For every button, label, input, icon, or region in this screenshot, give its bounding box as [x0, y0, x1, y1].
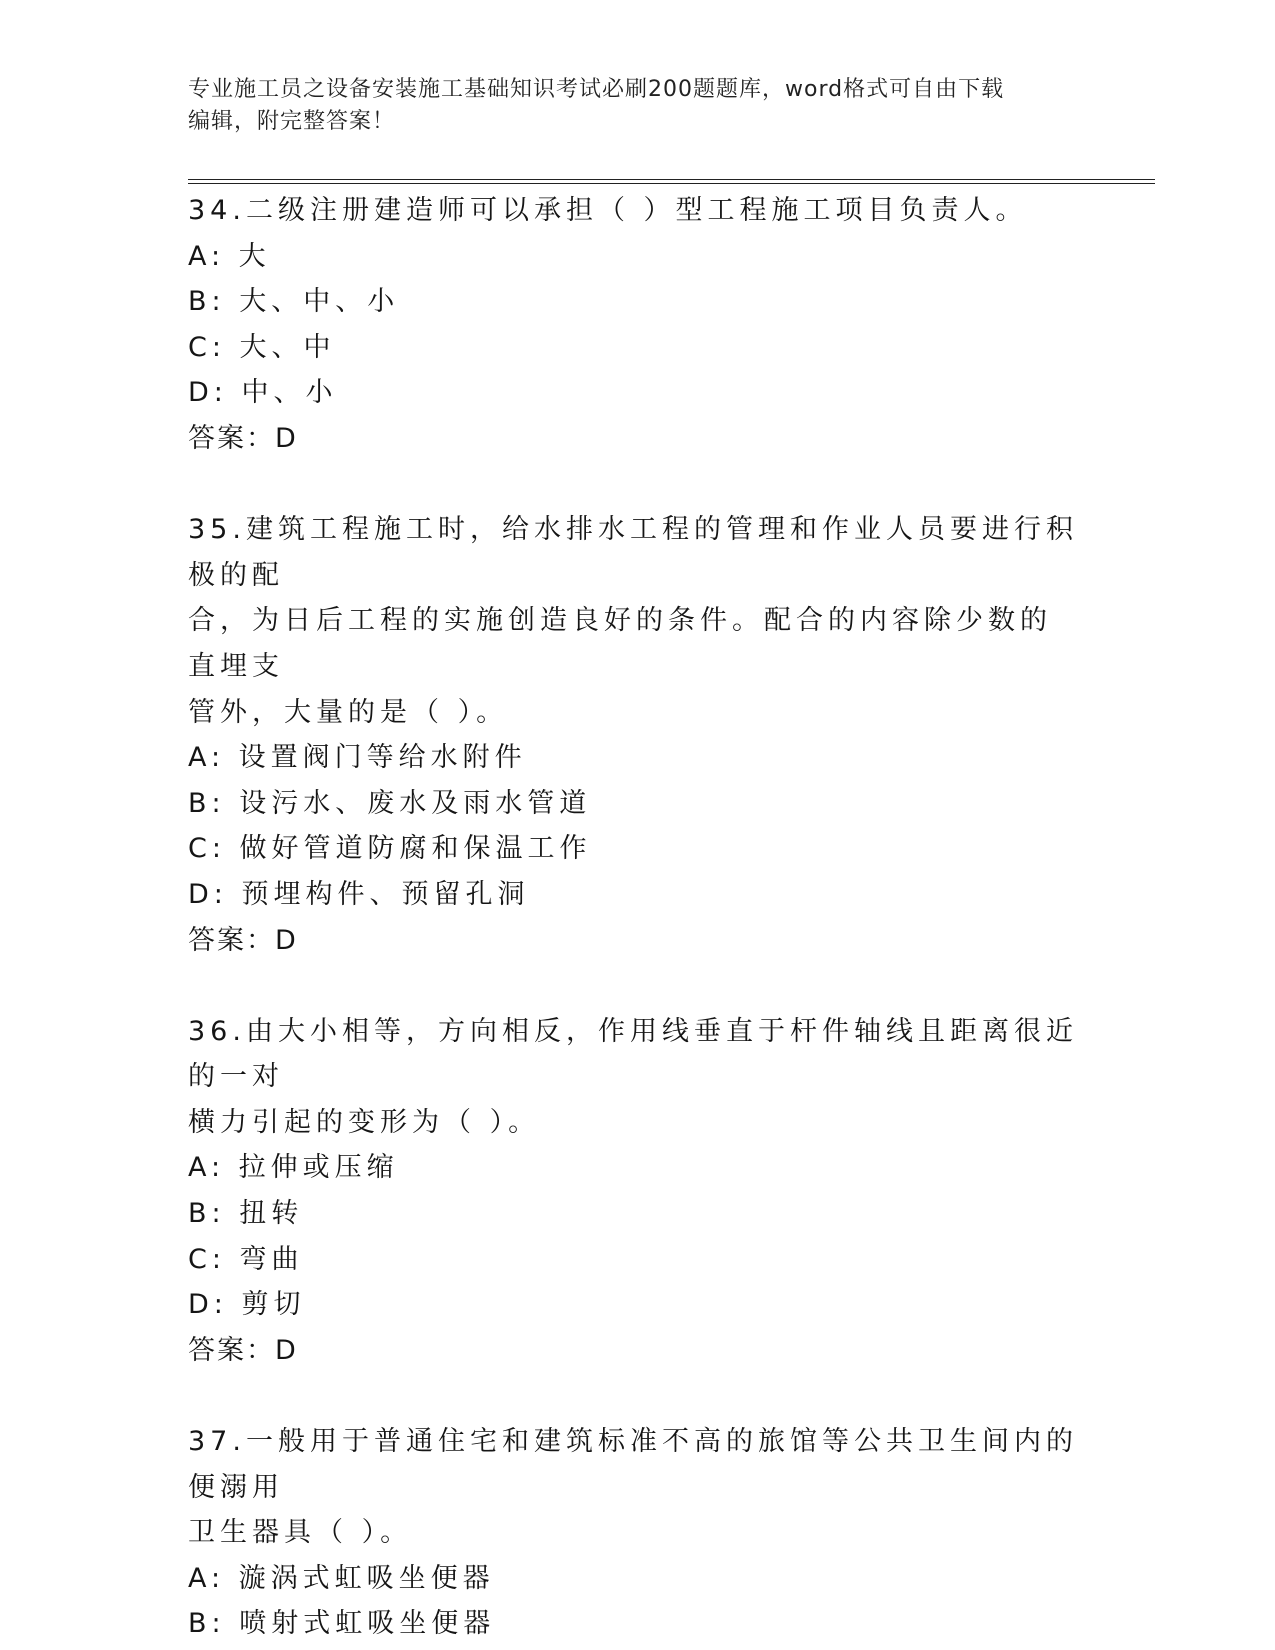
- option-c: C: 弯曲: [188, 1243, 304, 1275]
- question-spacer: [188, 462, 1078, 508]
- option-c: C: 大、中: [188, 331, 336, 363]
- option-d: D: 中、小: [188, 377, 338, 409]
- question-stem-line: 管外，大量的是（ ）。: [188, 696, 509, 728]
- question-list: [188, 188, 1078, 1647]
- document-header: [188, 74, 1078, 138]
- question-stem-line: 卫生器具（ ）。: [188, 1517, 413, 1549]
- question-37: [188, 1419, 1078, 1647]
- question-36: [188, 1009, 1078, 1374]
- option-a: A: 拉伸或压缩: [188, 1152, 399, 1184]
- question-spacer: [188, 963, 1078, 1009]
- option-b: B: 扭转: [188, 1198, 304, 1230]
- header-line-1: 专业施工员之设备安装施工基础知识考试必刷200题题库，word格式可自由下载: [188, 77, 1005, 102]
- option-d: D: 预埋构件、预留孔洞: [188, 878, 530, 910]
- option-c: C: 做好管道防腐和保温工作: [188, 833, 592, 865]
- option-a: A: 漩涡式虹吸坐便器: [188, 1562, 495, 1594]
- question-stem-line: 合，为日后工程的实施创造良好的条件。配合的内容除少数的直埋支: [188, 605, 1052, 682]
- answer-line: 答案：D: [188, 1334, 298, 1366]
- question-35: [188, 507, 1078, 963]
- option-a: A: 设置阀门等给水附件: [188, 742, 527, 774]
- question-stem-line: 35.建筑工程施工时，给水排水工程的管理和作业人员要进行积极的配: [188, 514, 1078, 591]
- option-a: A: 大: [188, 240, 271, 272]
- question-spacer: [188, 1373, 1078, 1419]
- header-divider-bottom: [188, 183, 1155, 184]
- option-d: D: 剪切: [188, 1289, 306, 1321]
- answer-line: 答案：D: [188, 422, 298, 454]
- option-b: B: 喷射式虹吸坐便器: [188, 1608, 496, 1640]
- question-34: [188, 188, 1078, 462]
- question-stem-line: 34.二级注册建造师可以承担（ ）型工程施工项目负责人。: [188, 195, 1028, 226]
- answer-line: 答案：D: [188, 924, 298, 956]
- option-b: B: 大、中、小: [188, 286, 400, 318]
- question-stem-line: 36.由大小相等，方向相反，作用线垂直于杆件轴线且距离很近的一对: [188, 1015, 1078, 1093]
- header-divider-top: [188, 179, 1155, 180]
- option-b: B: 设污水、废水及雨水管道: [188, 787, 592, 819]
- header-line-2: 编辑，附完整答案！: [188, 109, 396, 134]
- question-stem-line: 37.一般用于普通住宅和建筑标准不高的旅馆等公共卫生间内的便溺用: [188, 1426, 1078, 1503]
- question-stem-line: 横力引起的变形为（ ）。: [188, 1106, 541, 1138]
